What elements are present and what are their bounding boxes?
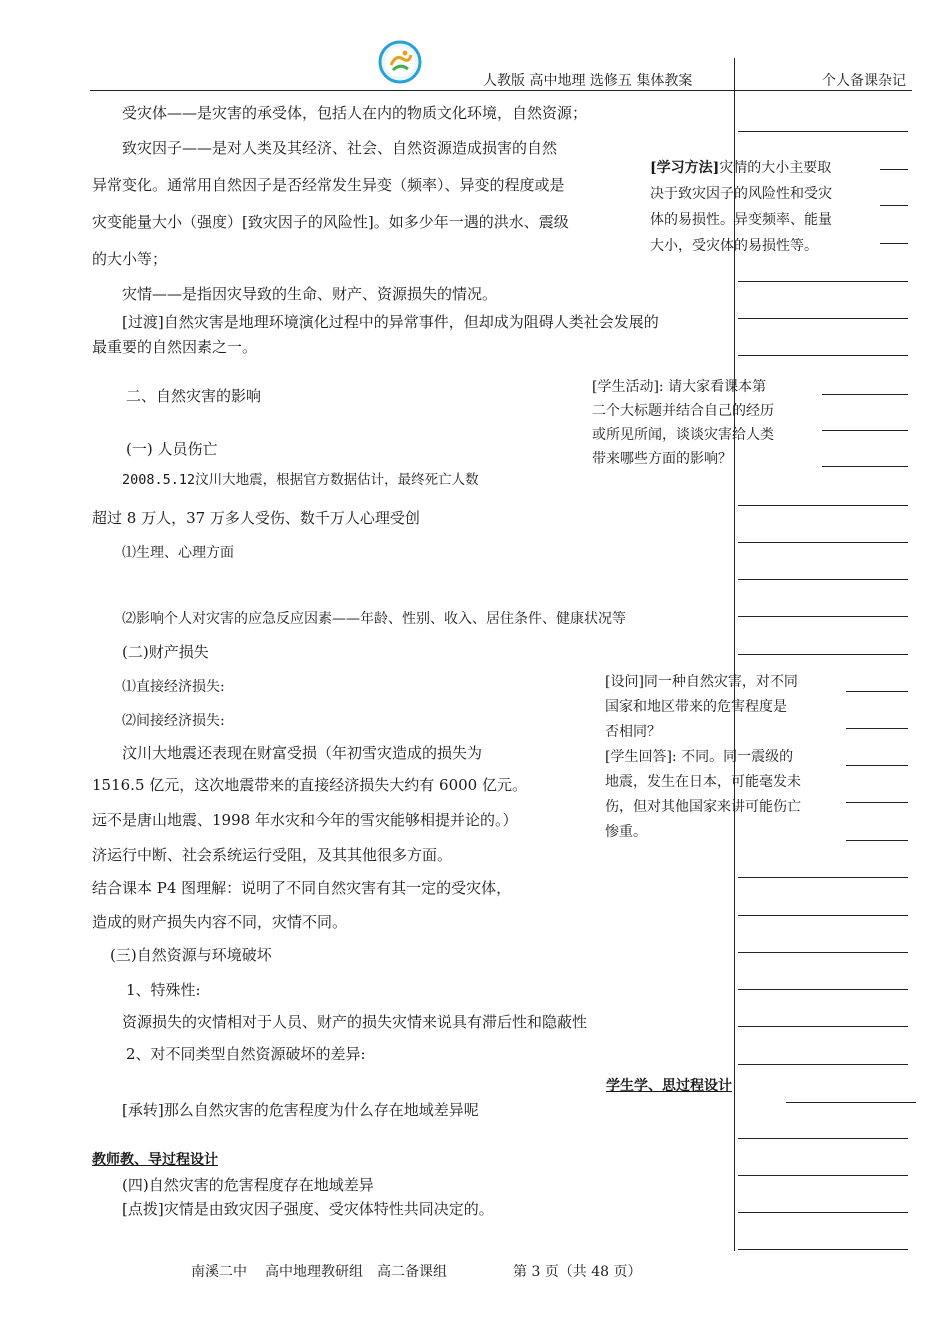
note-line	[738, 1212, 908, 1213]
note-line	[738, 877, 908, 878]
paragraph: 异常变化。通常用自然因子是否经常发生异变（频率）、异变的程度或是	[92, 176, 565, 194]
paragraph: 远不是唐山地震、1998 年水灾和今年的雪灾能够相提并论的。）	[92, 811, 518, 829]
subsection-heading: (二)财产损失	[122, 643, 209, 661]
header-textbook: 人教版 高中地理 选修五 集体教案	[483, 73, 693, 89]
header-rule	[90, 90, 912, 91]
note-text: 决于致灾因子的风险性和受灾	[650, 186, 832, 202]
note-line	[738, 505, 908, 506]
note-line	[738, 131, 908, 132]
note-line	[846, 728, 908, 729]
note-line	[738, 989, 908, 990]
note-text: 大小，受灾体的易损性等。	[650, 238, 818, 254]
paragraph: 2008.5.12汶川大地震，根据官方数据估计，最终死亡人数	[122, 472, 479, 488]
note-line	[846, 765, 908, 766]
note-text: [学生回答]: 不同。同一震级的	[605, 749, 794, 765]
note-line	[880, 243, 908, 244]
paragraph: 致灾因子——是对人类及其经济、社会、自然资源造成损害的自然	[122, 139, 558, 157]
note-line	[738, 952, 908, 953]
note-line	[738, 355, 908, 356]
note-line	[738, 1249, 908, 1250]
paragraph: 济运行中断、社会系统运行受阻，及其其他很多方面。	[92, 846, 453, 864]
note-line	[822, 466, 908, 467]
list-item: ⑴生理、心理方面	[122, 545, 234, 561]
school-logo	[378, 40, 422, 84]
note-line	[738, 1064, 908, 1065]
learning-method-note	[650, 158, 875, 262]
paragraph: 资源损失的灾情相对于人员、财产的损失灾情来说具有滞后性和隐蔽性	[122, 1013, 588, 1031]
note-line	[822, 394, 908, 395]
list-item: ⑵影响个人对灾害的应急反应因素——年龄、性别、收入、居住条件、健康状况等	[122, 611, 626, 627]
note-line	[822, 430, 908, 431]
list-item: 2、对不同类型自然资源破坏的差异:	[126, 1045, 366, 1063]
list-item: ⑴直接经济损失:	[122, 679, 225, 695]
note-line	[738, 1175, 908, 1176]
subsection-heading: (四)自然灾害的危害程度存在地域差异	[122, 1176, 374, 1194]
note-line	[738, 616, 908, 617]
note-text: [设问]同一种自然灾害，对不同	[605, 674, 798, 690]
note-line	[738, 654, 908, 655]
paragraph: 汶川大地震还表现在财富受损（年初雪灾造成的损失为	[122, 744, 483, 762]
note-line	[738, 579, 908, 580]
note-text: [学生活动]: 请大家看课本第	[592, 379, 767, 395]
header-notes: 个人备课杂记	[822, 73, 906, 89]
note-line	[738, 281, 908, 282]
note-text: 带来哪些方面的影响？	[592, 451, 732, 467]
note-line	[738, 542, 908, 543]
question-answer-note	[605, 672, 840, 847]
paragraph: 最重要的自然因素之一。	[92, 338, 258, 356]
footer-group: 高中地理教研组	[265, 1264, 363, 1280]
paragraph: [点拨]灾情是由致灾因子强度、受灾体特性共同决定的。	[122, 1200, 494, 1218]
section-heading: 二、自然灾害的影响	[126, 387, 262, 405]
note-line	[738, 915, 908, 916]
note-text: 国家和地区带来的危害程度是	[605, 699, 787, 715]
note-line	[880, 169, 908, 170]
paragraph: [过渡]自然灾害是地理环境演化过程中的异常事件，但却成为阻碍人类社会发展的	[122, 313, 659, 331]
footer-school: 南溪二中	[191, 1264, 247, 1280]
note-line	[786, 1102, 916, 1103]
paragraph: 超过 8 万人，37 万多人受伤、数千万人心理受创	[92, 509, 420, 527]
paragraph: 灾情——是指因灾导致的生命、财产、资源损失的情况。	[122, 285, 498, 303]
note-line	[738, 1026, 908, 1027]
paragraph: 的大小等；	[92, 250, 168, 268]
paragraph: [承转]那么自然灾害的危害程度为什么存在地域差异呢	[122, 1101, 479, 1119]
note-text: 或所见所闻，谈谈灾害给人类	[592, 427, 774, 443]
paragraph: 造成的财产损失内容不同，灾情不同。	[92, 913, 348, 931]
paragraph: 1516.5 亿元，这次地震带来的直接经济损失大约有 6000 亿元。	[92, 776, 527, 794]
note-line	[846, 691, 908, 692]
student-design-heading: 学生学、思过程设计	[606, 1078, 732, 1094]
paragraph: 灾变能量大小（强度）[致灾因子的风险性]。如多少年一遇的洪水、震级	[92, 213, 569, 231]
note-text: 体的易损性。异变频率、能量	[650, 212, 832, 228]
subsection-heading: (三)自然资源与环境破坏	[110, 946, 272, 964]
note-line	[738, 1138, 908, 1139]
teacher-design-heading: 教师教、导过程设计	[92, 1152, 218, 1168]
note-text: 地震，发生在日本，可能毫发未	[605, 774, 801, 790]
note-text: 否相同？	[605, 724, 661, 740]
footer-page-number: 第 3 页（共 48 页）	[513, 1264, 642, 1280]
paragraph: 受灾体——是灾害的承受体，包括人在内的物质文化环境，自然资源；	[122, 104, 588, 122]
footer-grade: 高二备课组	[377, 1264, 447, 1280]
note-text: 惨重。	[605, 824, 647, 840]
paragraph: 结合课本 P4 图理解：说明了不同自然灾害有其一定的受灾体，	[92, 879, 512, 897]
student-activity-note	[592, 377, 822, 473]
list-item: 1、特殊性:	[126, 981, 201, 999]
subsection-heading: (一) 人员伤亡	[126, 440, 218, 458]
note-line	[880, 205, 908, 206]
note-line	[738, 318, 908, 319]
list-item: ⑵间接经济损失:	[122, 713, 225, 729]
note-text: 灾情的大小主要取	[719, 160, 832, 176]
note-line	[846, 840, 908, 841]
note-line	[846, 802, 908, 803]
note-text: 伤，但对其他国家来讲可能伤亡	[605, 799, 801, 815]
note-text: 二个大标题并结合自己的经历	[592, 403, 774, 419]
learning-method-label: [学习方法]	[650, 160, 720, 176]
